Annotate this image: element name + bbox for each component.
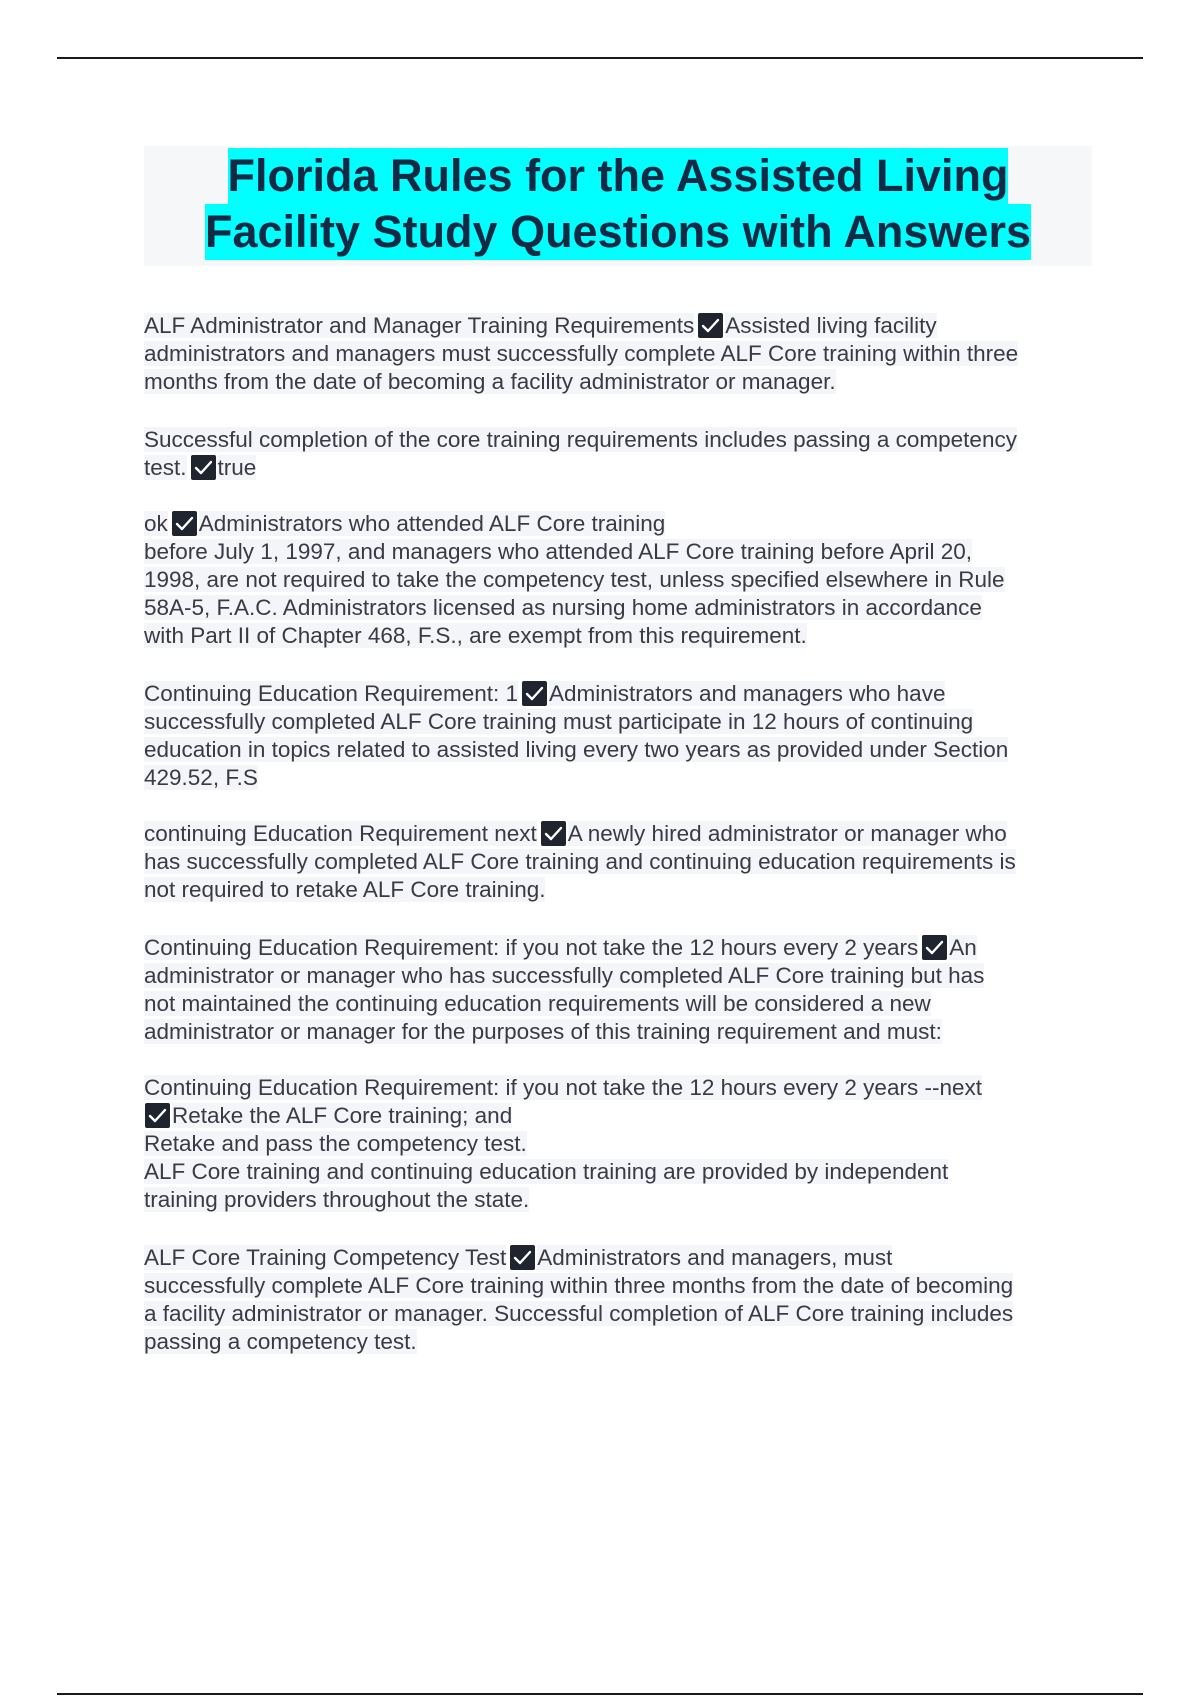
qa-item (144, 1244, 1100, 1356)
qa-text: not maintained the continuing education requirements will be considered a new (144, 991, 931, 1016)
qa-line (144, 680, 1100, 708)
qa-item (144, 426, 1100, 482)
spacer (144, 792, 1100, 820)
qa-line (144, 1130, 1100, 1158)
qa-text: has successfully completed ALF Core training and continuing education requirements is (144, 849, 1016, 874)
qa-text: not required to retake ALF Core training. (144, 877, 546, 902)
qa-list (144, 312, 1100, 1356)
qa-text: before July 1, 1997, and managers who attended ALF Core training before April 20, (144, 539, 973, 564)
qa-line (144, 848, 1100, 876)
question-text: ok (144, 511, 168, 536)
qa-line (144, 1272, 1100, 1300)
qa-text: administrators and managers must successfully complete ALF Core training within three (144, 341, 1019, 366)
qa-line (144, 1018, 1100, 1046)
answer-text: A newly hired administrator or manager who (567, 821, 1007, 846)
qa-line (144, 1186, 1100, 1214)
checkmark-box-icon (510, 1245, 535, 1270)
spacer (144, 904, 1100, 934)
qa-text: 1998, are not required to take the competency test, unless specified elsewhere in Rule (144, 567, 1005, 592)
qa-line (144, 934, 1100, 962)
qa-line (144, 340, 1100, 368)
answer-text: An (949, 935, 977, 960)
top-rule (57, 57, 1143, 59)
question-text: Continuing Education Requirement: 1 (144, 681, 518, 706)
qa-line (144, 368, 1100, 396)
qa-text: ALF Core training and continuing education training are provided by independent (144, 1159, 949, 1184)
qa-text: 429.52, F.S (144, 765, 258, 790)
answer-text: Administrators who attended ALF Core training (198, 511, 666, 536)
spacer (144, 482, 1100, 510)
qa-text: education in topics related to assisted living every two years as provided under Section (144, 737, 1009, 762)
qa-line (144, 820, 1100, 848)
qa-line (144, 990, 1100, 1018)
qa-text: Continuing Education Requirement: if you not take the 12 hours every 2 years --next (144, 1075, 982, 1100)
qa-line (144, 1158, 1100, 1186)
checkmark-box-icon (541, 821, 566, 846)
qa-text: successfully complete ALF Core training within three months from the date of becoming (144, 1273, 1014, 1298)
checkmark-box-icon (172, 511, 197, 536)
qa-text: with Part II of Chapter 468, F.S., are exempt from this requirement. (144, 623, 807, 648)
question-text: Continuing Education Requirement: if you not take the 12 hours every 2 years (144, 935, 919, 960)
qa-text: Retake and pass the competency test. (144, 1131, 527, 1156)
qa-text: Successful completion of the core training requirements includes passing a competency (144, 427, 1017, 452)
answer-text: Assisted living facility (725, 313, 937, 338)
qa-line (144, 1074, 1100, 1102)
qa-line (144, 1102, 1100, 1130)
qa-text: a facility administrator or manager. Successful completion of ALF Core training includes (144, 1301, 1014, 1326)
spacer (144, 1214, 1100, 1244)
document-title (144, 146, 1092, 266)
answer-text: Administrators and managers who have (549, 681, 946, 706)
qa-line (144, 622, 1100, 650)
qa-item (144, 510, 1100, 650)
spacer (144, 396, 1100, 426)
checkmark-box-icon (522, 681, 547, 706)
checkmark-box-icon (922, 935, 947, 960)
qa-text: administrator or manager for the purposes of this training requirement and must: (144, 1019, 942, 1044)
qa-line (144, 1328, 1100, 1356)
qa-line (144, 454, 1100, 482)
answer-text: Administrators and managers, must (537, 1245, 893, 1270)
checkmark-box-icon (145, 1103, 170, 1128)
question-text: ALF Core Training Competency Test (144, 1245, 507, 1270)
qa-line (144, 594, 1100, 622)
qa-item (144, 820, 1100, 904)
qa-text: training providers throughout the state. (144, 1187, 530, 1212)
qa-text: passing a competency test. (144, 1329, 417, 1354)
qa-text: 58A-5, F.A.C. Administrators licensed as nursing home administrators in accordance (144, 595, 982, 620)
qa-line (144, 708, 1100, 736)
qa-item (144, 680, 1100, 792)
question-text: ALF Administrator and Manager Training Requirements (144, 313, 695, 338)
qa-line (144, 312, 1100, 340)
qa-line (144, 510, 1100, 538)
qa-line (144, 1244, 1100, 1272)
spacer (144, 650, 1100, 680)
qa-text: administrator or manager who has successfully completed ALF Core training but has (144, 963, 985, 988)
spacer (144, 1046, 1100, 1074)
qa-line (144, 764, 1100, 792)
qa-line (144, 538, 1100, 566)
qa-line (144, 962, 1100, 990)
qa-text: months from the date of becoming a facility administrator or manager. (144, 369, 836, 394)
qa-item (144, 312, 1100, 396)
title-line-2: Facility Study Questions with Answers (205, 204, 1031, 260)
qa-line (144, 1300, 1100, 1328)
checkmark-box-icon (191, 455, 216, 480)
qa-line (144, 426, 1100, 454)
qa-line (144, 876, 1100, 904)
question-text: continuing Education Requirement next (144, 821, 537, 846)
qa-item (144, 934, 1100, 1046)
qa-line (144, 566, 1100, 594)
bottom-rule (57, 1693, 1143, 1695)
qa-line (144, 736, 1100, 764)
question-text: test. (144, 455, 187, 480)
qa-item (144, 1074, 1100, 1214)
answer-text: Retake the ALF Core training; and (172, 1103, 513, 1128)
answer-text: true (217, 455, 257, 480)
qa-text: successfully completed ALF Core training must participate in 12 hours of continuing (144, 709, 974, 734)
title-line-1: Florida Rules for the Assisted Living (228, 148, 1009, 204)
checkmark-box-icon (698, 313, 723, 338)
